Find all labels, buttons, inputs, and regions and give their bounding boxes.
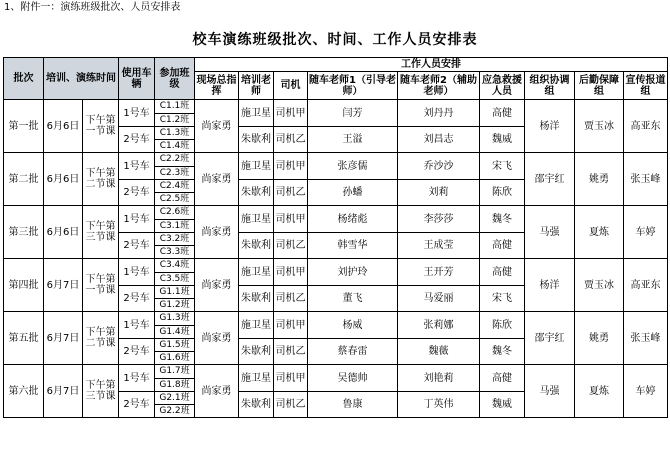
- trainer-cell: 施卫星: [239, 312, 274, 339]
- class-cell: C3.4班: [155, 259, 195, 273]
- emergency-cell: 魏威: [480, 392, 525, 418]
- batch-label: 第六批: [4, 365, 44, 418]
- teacher1-cell: 蔡春雷: [308, 339, 398, 365]
- class-cell: C2.2班: [155, 153, 195, 167]
- teacher2-cell: 刘丹丹: [398, 100, 480, 127]
- teacher1-cell: 杨绪彪: [308, 206, 398, 233]
- header-logistics: 后勤保障组: [575, 72, 624, 100]
- teacher2-cell: 刘莉: [398, 180, 480, 206]
- trainer-cell: 施卫星: [239, 365, 274, 392]
- car-cell: 2号车: [119, 233, 155, 259]
- teacher2-cell: 张莉娜: [398, 312, 480, 339]
- car-cell: 2号车: [119, 180, 155, 206]
- header-driver: 司机: [274, 72, 308, 100]
- header-teacher2: 随车老师2（辅助老师）: [398, 72, 480, 100]
- trainer-cell: 施卫星: [239, 259, 274, 286]
- emergency-cell: 魏威: [480, 127, 525, 153]
- coord-cell: 马强: [525, 365, 575, 418]
- commander-cell: 尚家勇: [195, 206, 239, 259]
- class-cell: G1.5班: [155, 339, 195, 352]
- teacher2-cell: 丁英伟: [398, 392, 480, 418]
- commander-cell: 尚家勇: [195, 259, 239, 312]
- class-cell: G1.7班: [155, 365, 195, 379]
- car-cell: 1号车: [119, 259, 155, 286]
- teacher1-cell: 韩雪华: [308, 233, 398, 259]
- schedule-row: [4, 153, 668, 167]
- teacher2-cell: 魏薇: [398, 339, 480, 365]
- logistics-cell: 夏炼: [575, 365, 624, 418]
- class-cell: G1.8班: [155, 379, 195, 392]
- car-cell: 2号车: [119, 127, 155, 153]
- schedule-row: [4, 259, 668, 273]
- teacher1-cell: 王溢: [308, 127, 398, 153]
- emergency-cell: 魏冬: [480, 206, 525, 233]
- batch-period: 下午第二节课: [83, 153, 119, 206]
- teacher2-cell: 王开芳: [398, 259, 480, 286]
- commander-cell: 尚家勇: [195, 312, 239, 365]
- header-trainer: 培训老师: [239, 72, 274, 100]
- publicity-cell: 高亚东: [624, 100, 668, 153]
- batch-period: 下午第二节课: [83, 312, 119, 365]
- teacher2-cell: 乔沙沙: [398, 153, 480, 180]
- emergency-cell: 魏冬: [480, 339, 525, 365]
- batch-period: 下午第三节课: [83, 206, 119, 259]
- teacher1-cell: 孙蟠: [308, 180, 398, 206]
- trainer-cell: 朱歇利: [239, 286, 274, 312]
- car-cell: 1号车: [119, 153, 155, 180]
- driver-cell: 司机甲: [274, 365, 308, 392]
- schedule-row: [4, 312, 668, 326]
- emergency-cell: 高健: [480, 365, 525, 392]
- trainer-cell: 朱歇利: [239, 180, 274, 206]
- teacher2-cell: 王成莹: [398, 233, 480, 259]
- header-emergency: 应急救援人员: [480, 72, 525, 100]
- driver-cell: 司机甲: [274, 100, 308, 127]
- class-cell: C1.4班: [155, 140, 195, 153]
- car-cell: 1号车: [119, 100, 155, 127]
- class-cell: G1.6班: [155, 352, 195, 365]
- logistics-cell: 姚勇: [575, 312, 624, 365]
- class-cell: G2.2班: [155, 405, 195, 418]
- batch-period: 下午第一节课: [83, 259, 119, 312]
- emergency-cell: 宋飞: [480, 286, 525, 312]
- teacher1-cell: 鲁康: [308, 392, 398, 418]
- driver-cell: 司机乙: [274, 127, 308, 153]
- emergency-cell: 高健: [480, 259, 525, 286]
- class-cell: C2.3班: [155, 167, 195, 180]
- teacher2-cell: 刘昌志: [398, 127, 480, 153]
- teacher1-cell: 吴德帅: [308, 365, 398, 392]
- teacher2-cell: 马爱丽: [398, 286, 480, 312]
- batch-label: 第五批: [4, 312, 44, 365]
- class-cell: C3.5班: [155, 273, 195, 286]
- class-cell: G2.1班: [155, 392, 195, 405]
- class-cell: G1.1班: [155, 286, 195, 299]
- class-cell: C1.1班: [155, 100, 195, 114]
- publicity-cell: 高亚东: [624, 259, 668, 312]
- teacher2-cell: 刘艳莉: [398, 365, 480, 392]
- batch-date: 6月7日: [44, 259, 83, 312]
- coord-cell: 邵宇红: [525, 312, 575, 365]
- commander-cell: 尚家勇: [195, 100, 239, 153]
- header-teacher1: 随车老师1（引导老师）: [308, 72, 398, 100]
- trainer-cell: 朱歇利: [239, 127, 274, 153]
- commander-cell: 尚家勇: [195, 153, 239, 206]
- attachment-note: 1、附件一：演练班级批次、人员安排表: [4, 2, 181, 13]
- class-cell: G1.2班: [155, 299, 195, 312]
- coord-cell: 杨洋: [525, 259, 575, 312]
- car-cell: 1号车: [119, 312, 155, 339]
- document-title: 校车演练班级批次、时间、工作人员安排表: [192, 32, 478, 48]
- driver-cell: 司机甲: [274, 259, 308, 286]
- teacher1-cell: 杨威: [308, 312, 398, 339]
- driver-cell: 司机乙: [274, 392, 308, 418]
- car-cell: 2号车: [119, 339, 155, 365]
- publicity-cell: 车婷: [624, 365, 668, 418]
- driver-cell: 司机乙: [274, 339, 308, 365]
- teacher1-cell: 张彦儒: [308, 153, 398, 180]
- class-cell: C2.6班: [155, 206, 195, 220]
- logistics-cell: 贾玉冰: [575, 259, 624, 312]
- publicity-cell: 张玉峰: [624, 312, 668, 365]
- emergency-cell: 高健: [480, 100, 525, 127]
- teacher2-cell: 李莎莎: [398, 206, 480, 233]
- header-batch: 批次: [4, 58, 44, 100]
- batch-period: 下午第三节课: [83, 365, 119, 418]
- class-cell: C2.4班: [155, 180, 195, 193]
- batch-label: 第一批: [4, 100, 44, 153]
- emergency-cell: 陈欣: [480, 312, 525, 339]
- publicity-cell: 张玉峰: [624, 153, 668, 206]
- emergency-cell: 高健: [480, 233, 525, 259]
- batch-date: 6月6日: [44, 153, 83, 206]
- header-publicity: 宣传报道组: [624, 72, 668, 100]
- batch-period: 下午第一节课: [83, 100, 119, 153]
- header-time: 培训、演练时间: [44, 58, 119, 100]
- header-staff-group: 工作人员安排: [195, 58, 668, 72]
- teacher1-cell: 董飞: [308, 286, 398, 312]
- class-cell: C1.3班: [155, 127, 195, 140]
- coord-cell: 杨洋: [525, 100, 575, 153]
- header-class: 参加班级: [155, 58, 195, 100]
- header-commander: 现场总指挥: [195, 72, 239, 100]
- logistics-cell: 贾玉冰: [575, 100, 624, 153]
- car-cell: 1号车: [119, 206, 155, 233]
- publicity-cell: 车婷: [624, 206, 668, 259]
- teacher1-cell: 刘护玲: [308, 259, 398, 286]
- batch-label: 第四批: [4, 259, 44, 312]
- commander-cell: 尚家勇: [195, 365, 239, 418]
- class-cell: C3.2班: [155, 233, 195, 246]
- driver-cell: 司机乙: [274, 286, 308, 312]
- class-cell: C1.2班: [155, 114, 195, 127]
- trainer-cell: 朱歇利: [239, 233, 274, 259]
- batch-date: 6月6日: [44, 206, 83, 259]
- driver-cell: 司机甲: [274, 206, 308, 233]
- coord-cell: 马强: [525, 206, 575, 259]
- coord-cell: 邵宇红: [525, 153, 575, 206]
- schedule-row: [4, 206, 668, 220]
- class-cell: C3.3班: [155, 246, 195, 259]
- driver-cell: 司机甲: [274, 153, 308, 180]
- car-cell: 2号车: [119, 392, 155, 418]
- class-cell: G1.4班: [155, 326, 195, 339]
- driver-cell: 司机乙: [274, 180, 308, 206]
- trainer-cell: 朱歇利: [239, 392, 274, 418]
- header-coord: 组织协调组: [525, 72, 575, 100]
- batch-date: 6月7日: [44, 312, 83, 365]
- trainer-cell: 朱歇利: [239, 339, 274, 365]
- car-cell: 2号车: [119, 286, 155, 312]
- trainer-cell: 施卫星: [239, 100, 274, 127]
- batch-label: 第二批: [4, 153, 44, 206]
- emergency-cell: 陈欣: [480, 180, 525, 206]
- schedule-row: [4, 365, 668, 379]
- class-cell: C3.1班: [155, 220, 195, 233]
- class-cell: G1.3班: [155, 312, 195, 326]
- batch-label: 第三批: [4, 206, 44, 259]
- header-car: 使用车辆: [119, 58, 155, 100]
- schedule-table: [3, 57, 668, 418]
- class-cell: C2.5班: [155, 193, 195, 206]
- schedule-row: [4, 100, 668, 114]
- driver-cell: 司机甲: [274, 312, 308, 339]
- header-row-1: [4, 58, 668, 72]
- emergency-cell: 宋飞: [480, 153, 525, 180]
- batch-date: 6月7日: [44, 365, 83, 418]
- logistics-cell: 姚勇: [575, 153, 624, 206]
- trainer-cell: 施卫星: [239, 206, 274, 233]
- driver-cell: 司机乙: [274, 233, 308, 259]
- teacher1-cell: 闫芳: [308, 100, 398, 127]
- trainer-cell: 施卫星: [239, 153, 274, 180]
- car-cell: 1号车: [119, 365, 155, 392]
- logistics-cell: 夏炼: [575, 206, 624, 259]
- batch-date: 6月6日: [44, 100, 83, 153]
